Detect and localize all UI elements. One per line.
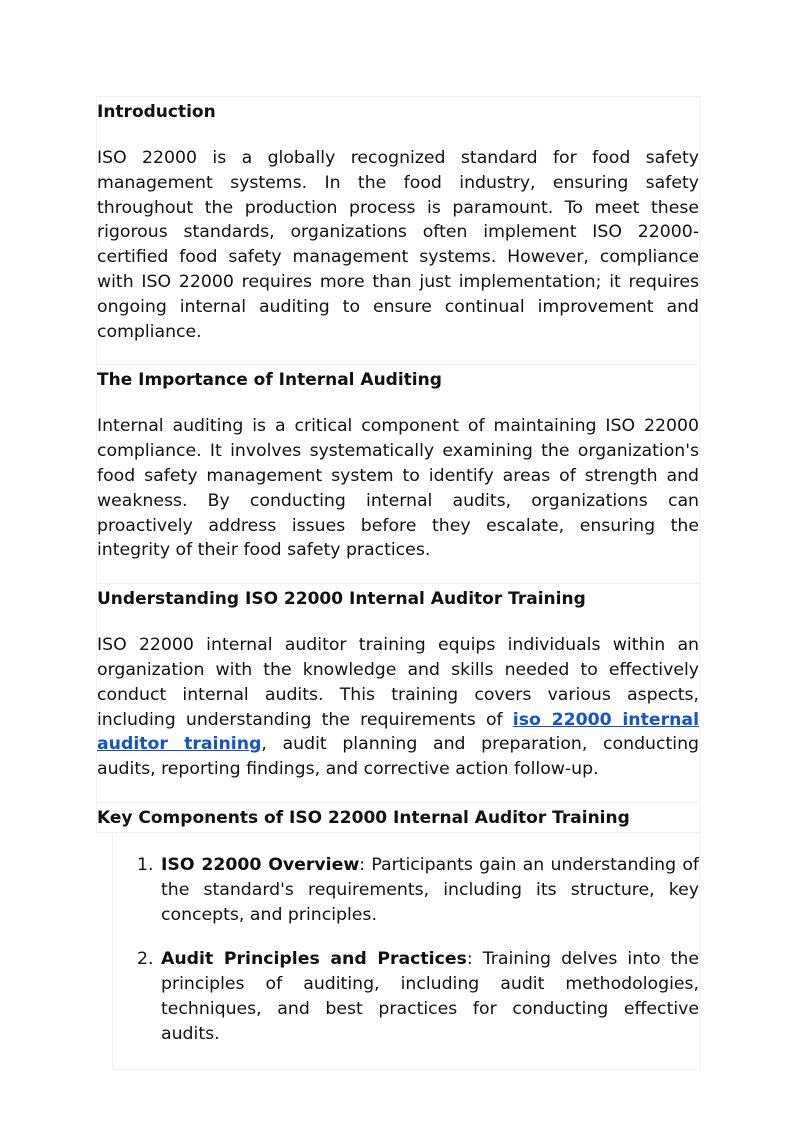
understanding-paragraph xyxy=(97,613,699,802)
list-item-title: ISO 22000 Overview xyxy=(161,854,360,875)
importance-section xyxy=(96,364,700,583)
list-item-number: 2. xyxy=(137,949,154,970)
introduction-paragraph: ISO 22000 is a globally recognized standard for food safety management systems. In the food industry, ensuring safety throughout the production process is paramount. To meet these rigorous standards, organizations often implement ISO 22000-certified food safety management systems. However, compliance with ISO 22000 requires more than just implementation; it requires ongoing internal auditing to ensure continual improvement and compliance. xyxy=(97,148,699,342)
introduction-section xyxy=(96,96,700,364)
list-item xyxy=(113,833,699,927)
list-item-title: Audit Principles and Practices xyxy=(161,949,467,970)
list-item-text: : Training delves into the principles of auditing, including audit methodologies, techniques, and best practices for conducting effective audits. xyxy=(161,949,699,1044)
list-item-number: 1. xyxy=(137,854,154,875)
understanding-heading: Understanding ISO 22000 Internal Auditor Training xyxy=(97,589,586,610)
importance-paragraph: Internal auditing is a critical component of maintaining ISO 22000 compliance. It involves systematically examining the organization's food safety management system to identify areas of strength and weakness. By conducting internal audits, organizations can proactively address issues before they escalate, ensuring the integrity of their food safety practices. xyxy=(97,416,699,561)
list-item-text: : Participants gain an understanding of the standard's requirements, including its structure, key concepts, and principles. xyxy=(161,854,699,925)
understanding-section xyxy=(96,583,700,802)
importance-heading: The Importance of Internal Auditing xyxy=(97,370,442,391)
iso-22000-training-link[interactable]: iso 22000 internal auditor training xyxy=(97,709,699,755)
introduction-heading: Introduction xyxy=(97,102,216,122)
key-components-heading: Key Components of ISO 22000 Internal Auditor Training xyxy=(97,807,630,828)
understanding-text-before-link: ISO 22000 internal auditor training equips individuals within an organization with the knowledge and skills needed to effectively conduct internal audits. This training covers various aspects, including understanding the requirements of xyxy=(97,635,699,730)
key-components-list-container xyxy=(112,833,700,1070)
understanding-text-after-link: , audit planning and preparation, conducting audits, reporting findings, and corrective action follow-up. xyxy=(97,734,699,780)
document-page xyxy=(96,96,700,1070)
key-components-list xyxy=(113,833,699,1047)
key-components-section xyxy=(96,802,700,833)
list-item xyxy=(113,927,699,1046)
